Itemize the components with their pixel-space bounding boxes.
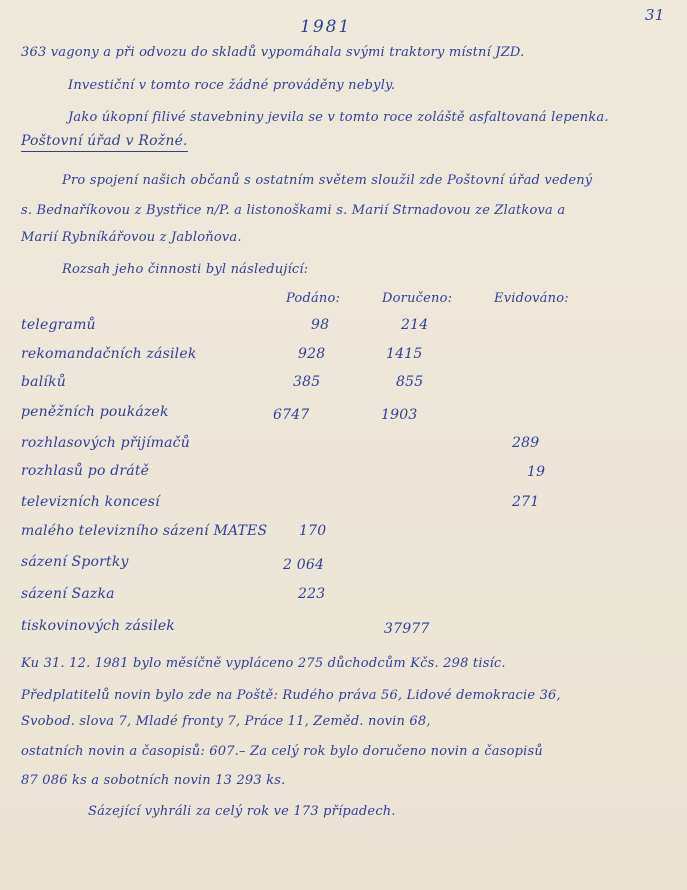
row-label: sázení Sazka	[21, 586, 115, 602]
row-label: telegramů	[21, 317, 96, 333]
row-podano: 223	[298, 586, 326, 602]
row-doruceno: 1903	[381, 407, 418, 423]
row-label: sázení Sportky	[21, 554, 129, 570]
row-evidovano: 271	[512, 494, 540, 510]
page-number: 31	[645, 6, 665, 24]
row-label: malého televizního sázení MATES	[21, 523, 268, 539]
closing-line-3: Svobod. slova 7, Mladé fronty 7, Práce 11, Zeměd. novin 68,	[21, 714, 431, 729]
header-podano: Podáno:	[286, 291, 341, 306]
row-label: rozhlasových přijímačů	[21, 435, 190, 451]
row-label: balíků	[21, 374, 66, 390]
row-label: rekomandačních zásilek	[21, 346, 197, 362]
row-podano: 928	[298, 346, 326, 362]
closing-line-4: ostatních novin a časopisů: 607.– Za celý rok bylo doručeno novin a časopisů	[21, 744, 543, 759]
intro-line-2: s. Bednaříkovou z Bystřice n/P. a listonoškami s. Marií Strnadovou ze Zlatkova a	[21, 203, 566, 218]
closing-line-6: Sázející vyhráli za celý rok ve 173 případech.	[88, 804, 396, 819]
row-label: tiskovinových zásilek	[21, 618, 175, 634]
header-evidovano: Evidováno:	[494, 291, 569, 306]
header-doruceno: Doručeno:	[382, 291, 453, 306]
row-label: rozhlasů po drátě	[21, 463, 150, 479]
intro-line-4: Rozsah jeho činnosti byl následující:	[62, 262, 309, 277]
intro-line-1: Pro spojení našich občanů s ostatním světem sloužil zde Poštovní úřad vedený	[62, 173, 593, 188]
closing-line-1: Ku 31. 12. 1981 bylo měsíčně vypláceno 275 důchodcům Kčs. 298 tisíc.	[21, 656, 506, 671]
row-podano: 6747	[273, 407, 310, 423]
row-evidovano: 19	[527, 464, 546, 480]
intro-line-3: Marií Rybníkářovou z Jabloňova.	[21, 230, 242, 245]
row-podano: 98	[311, 317, 330, 333]
paragraph-3: Jako úkopní filivé stavebniny jevila se v tomto roce zoláště asfaltovaná lepenka.	[68, 110, 609, 125]
paragraph-2: Investiční v tomto roce žádné prováděny nebyly.	[68, 78, 396, 93]
section-heading: Poštovní úřad v Rožné.	[21, 132, 188, 152]
closing-line-2: Předplatitelů novin bylo zde na Poště: Rudého práva 56, Lidové demokracie 36,	[21, 688, 561, 703]
row-doruceno: 855	[396, 374, 424, 390]
paragraph-1: 363 vagony a při odvozu do skladů vypomáhala svými traktory místní JZD.	[21, 45, 525, 60]
row-podano: 2 064	[283, 557, 325, 573]
row-label: televizních koncesí	[21, 494, 160, 510]
row-doruceno: 214	[401, 317, 429, 333]
row-doruceno: 1415	[386, 346, 423, 362]
row-podano: 385	[293, 374, 321, 390]
year-heading: 1981	[300, 17, 352, 37]
row-evidovano: 289	[512, 435, 540, 451]
row-podano: 170	[299, 523, 327, 539]
row-doruceno: 37977	[384, 621, 430, 637]
row-label: peněžních poukázek	[21, 404, 169, 420]
closing-line-5: 87 086 ks a sobotních novin 13 293 ks.	[21, 773, 286, 788]
